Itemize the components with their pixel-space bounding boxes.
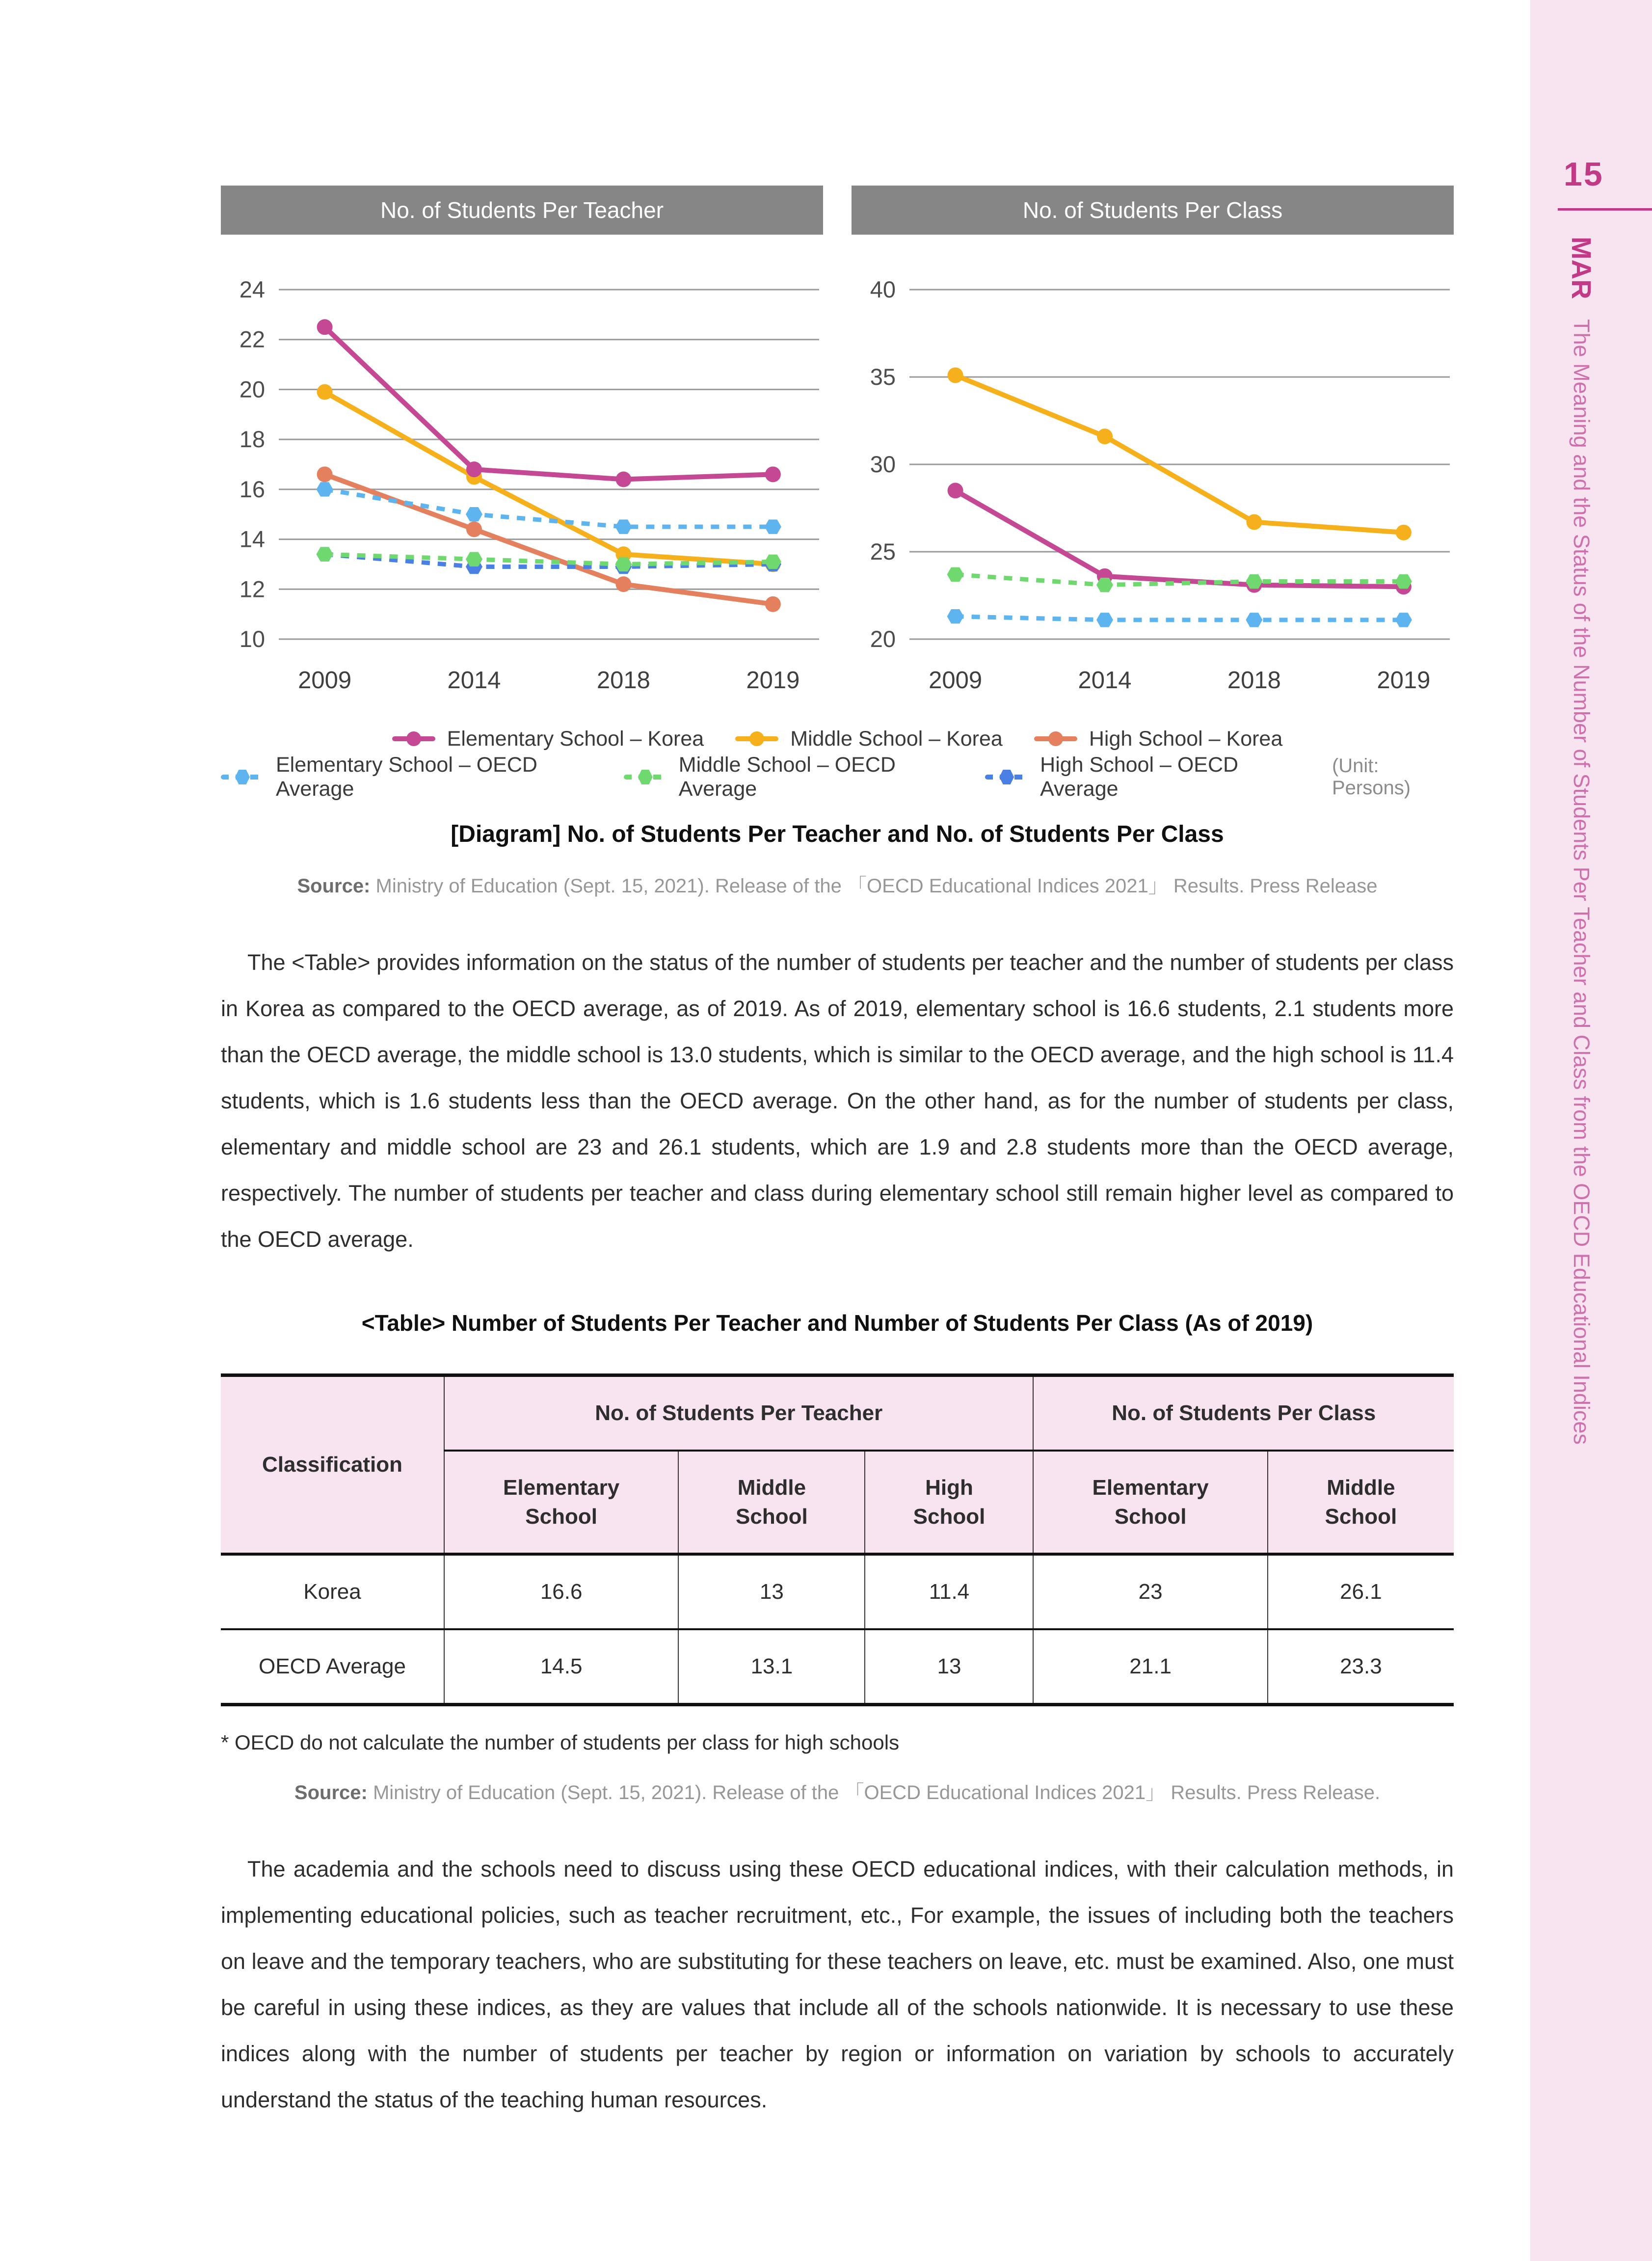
diagram-caption: [Diagram] No. of Students Per Teacher and No. of Students Per Class xyxy=(451,821,1224,847)
table-subheader: Elementary School xyxy=(444,1451,678,1554)
svg-text:2018: 2018 xyxy=(1227,667,1281,694)
svg-text:20: 20 xyxy=(239,376,265,403)
table-cell: 13.1 xyxy=(678,1629,865,1705)
sidebar-month: MAR xyxy=(1566,237,1597,299)
table-subheader: Middle School xyxy=(1268,1451,1454,1554)
right-sidebar xyxy=(1530,0,1652,2261)
svg-text:14: 14 xyxy=(239,526,265,552)
svg-text:10: 10 xyxy=(239,626,265,652)
table-footnote: * OECD do not calculate the number of students per class for high schools xyxy=(221,1731,900,1754)
svg-text:22: 22 xyxy=(239,326,265,352)
svg-text:2019: 2019 xyxy=(746,667,800,694)
unit-note: (Unit: Persons) xyxy=(1332,755,1411,799)
line-dot-marker-icon xyxy=(1034,736,1077,741)
source-label: Source: xyxy=(294,1782,368,1803)
legend-label: Middle School – Korea xyxy=(790,727,1003,751)
line-dot-marker-icon xyxy=(735,736,778,741)
legend-row-oecd xyxy=(221,753,1454,801)
legend-item-high-oecd xyxy=(985,753,1298,801)
diagram-source xyxy=(221,870,1454,898)
svg-text:2018: 2018 xyxy=(596,667,650,694)
legend-item-elementary-korea xyxy=(392,727,704,751)
table-cell: 23 xyxy=(1033,1554,1267,1629)
source-label: Source: xyxy=(297,875,371,897)
legend-label: Middle School – OECD Average xyxy=(678,753,896,801)
table-cell: 13 xyxy=(865,1629,1033,1705)
svg-text:2014: 2014 xyxy=(1078,667,1132,694)
svg-text:30: 30 xyxy=(870,451,896,477)
sidebar-article-title: The Meaning and the Status of the Number of Students Per Teacher and Class from the OECD Educational Indices xyxy=(1569,319,1594,1445)
legend-label: High School – Korea xyxy=(1089,727,1283,751)
table-group-header-per-teacher: No. of Students Per Teacher xyxy=(444,1375,1033,1451)
row-label: Korea xyxy=(303,1580,361,1604)
svg-text:40: 40 xyxy=(870,276,896,302)
legend-label: Elementary School – Korea xyxy=(447,727,704,751)
line-dot-marker-icon xyxy=(392,736,435,741)
row-label: OECD Average xyxy=(221,1629,444,1705)
svg-text:24: 24 xyxy=(239,276,265,302)
table-row-oecd-average xyxy=(221,1629,1454,1705)
charts-row xyxy=(221,186,1454,716)
legend-row-korea xyxy=(221,724,1454,754)
table-source xyxy=(221,1777,1454,1805)
sidebar-title-wrap xyxy=(1568,237,1595,1445)
dashed-line-marker-icon xyxy=(985,775,1028,780)
svg-text:2009: 2009 xyxy=(298,667,352,694)
table-cell: 16.6 xyxy=(444,1554,678,1629)
page-number: 15 xyxy=(1564,156,1604,193)
dashed-line-marker-icon xyxy=(624,775,667,780)
table-subheader: Elementary School xyxy=(1033,1451,1267,1554)
svg-text:16: 16 xyxy=(239,476,265,502)
table-row-korea xyxy=(221,1554,1454,1629)
table-group-header-per-class: No. of Students Per Class xyxy=(1033,1375,1454,1451)
legend-item-middle-korea xyxy=(735,727,1003,751)
table-cell: 14.5 xyxy=(444,1629,678,1705)
table-cell: 11.4 xyxy=(865,1554,1033,1629)
legend-item-middle-oecd xyxy=(624,753,954,801)
svg-text:18: 18 xyxy=(239,426,265,453)
table-cell: 13 xyxy=(678,1554,865,1629)
table-header-classification: Classification xyxy=(221,1375,444,1555)
table-cell: 23.3 xyxy=(1268,1629,1454,1705)
table-cell: 21.1 xyxy=(1033,1629,1267,1705)
table-cell: 26.1 xyxy=(1268,1554,1454,1629)
students-table xyxy=(221,1373,1454,1706)
legend-item-elementary-oecd xyxy=(221,753,592,801)
legend-label: Elementary School – OECD Average xyxy=(276,753,537,801)
table-caption: <Table> Number of Students Per Teacher and Number of Students Per Class (As of 2019) xyxy=(361,1310,1313,1336)
svg-text:2014: 2014 xyxy=(447,667,501,694)
paragraph-table-summary: The <Table> provides information on the status of the number of students per teacher and the number of students per class in Korea as compared to the OECD average, as of 2019. As of 2019, elementary school is 16.6 students, 2.1 students more than the OECD average, the middle school is 13.0 students, which is similar to the OECD average, and the high school is 11.4 students, which is 1.6 students less than the OECD average. On the other hand, as for the number of students per class, elementary and middle school are 23 and 26.1 students, which are 1.9 and 2.8 students more than the OECD average, respectively. The number of students per teacher and class during elementary school still remain higher level as compared to the OECD average. xyxy=(221,950,1454,1252)
svg-text:25: 25 xyxy=(870,538,896,565)
dashed-line-marker-icon xyxy=(221,775,264,780)
source-text: Ministry of Education (Sept. 15, 2021). Release of the 「OECD Educational Indices 2021」 Results. Press Release xyxy=(370,875,1378,897)
chart-title-per-teacher: No. of Students Per Teacher xyxy=(221,186,823,235)
svg-text:20: 20 xyxy=(870,626,896,652)
chart-title-per-class: No. of Students Per Class xyxy=(852,186,1454,235)
table-subheader: Middle School xyxy=(678,1451,865,1554)
svg-text:12: 12 xyxy=(239,576,265,602)
paragraph-discussion: The academia and the schools need to discuss using these OECD educational indices, with their calculation methods, in implementing educational policies, such as teacher recruitment, etc., For example, the issues of including both the teachers on leave and the temporary teachers, who are substituting for these teachers on leave, etc. must be examined. Also, one must be careful in using these indices, as they are values that include all of the schools nationwide. It is necessary to use these indices along with the number of students per teacher by region or information on variation by schools to accurately understand the status of the teaching human resources. xyxy=(221,1857,1454,2112)
svg-text:2009: 2009 xyxy=(929,667,983,694)
svg-text:35: 35 xyxy=(870,364,896,390)
chart-legend xyxy=(221,724,1454,801)
legend-item-high-korea xyxy=(1034,727,1282,751)
source-text: Ministry of Education (Sept. 15, 2021). Release of the 「OECD Educational Indices 2021」 Results. Press Release. xyxy=(367,1782,1381,1803)
sidebar-rule xyxy=(1558,208,1652,211)
chart-block-per-teacher xyxy=(221,186,823,716)
chart-block-per-class xyxy=(852,186,1454,716)
line-chart-per-teacher xyxy=(221,235,823,716)
svg-text:2019: 2019 xyxy=(1377,667,1431,694)
line-chart-per-class xyxy=(852,235,1454,716)
table-subheader: High School xyxy=(865,1451,1033,1554)
legend-label: High School – OECD Average xyxy=(1040,753,1239,801)
page-content xyxy=(221,186,1454,2123)
